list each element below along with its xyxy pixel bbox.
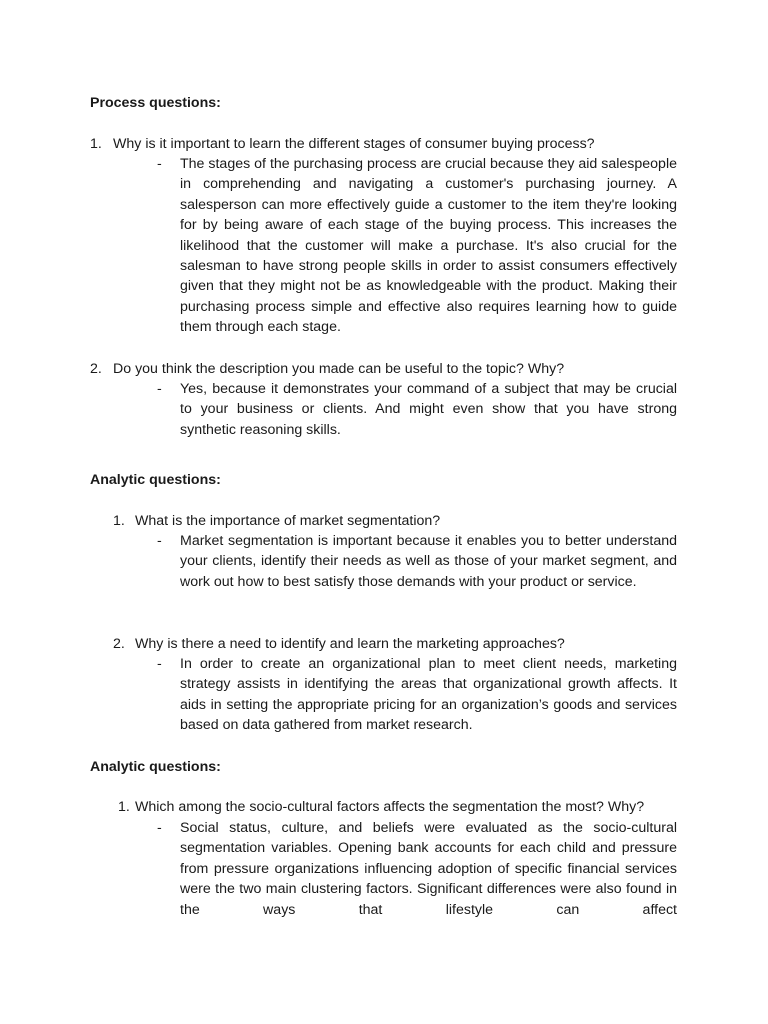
- question-number: 2.: [113, 636, 125, 652]
- question-number: 1.: [90, 136, 102, 152]
- question-process-2: [90, 359, 564, 379]
- question-analytic-3: [118, 797, 644, 817]
- question-process-1: [90, 134, 595, 154]
- answer-analytic-2: In order to create an organizational plan to meet client needs, marketing strategy assists in identifying the areas that organizational growth affects. It aids in setting the appropriate pricing for an organization’s goods and services based on data gathered from market research.: [180, 656, 677, 734]
- question-number: 2.: [90, 361, 102, 377]
- answer-process-1: The stages of the purchasing process are crucial because they aid salespeople in comprehending and navigating a customer's purchasing journey. A salesperson can more effectively guide a customer to the item they're looking for by being aware of each stage of the buying process. This increases the likelihood that the customer will make a purchase. It's also crucial for the salesman to have strong people skills in order to assist consumers effectively given that they might not be as knowledgeable with the product. Making their purchasing process simple and effective also requires learning how to guide them through each stage.: [180, 156, 677, 336]
- question-text: Why is it important to learn the different stages of consumer buying process?: [113, 136, 595, 152]
- section-heading-analytic-2: Analytic questions:: [90, 759, 221, 775]
- question-number: 1.: [113, 513, 125, 529]
- answer-analytic-3: Social status, culture, and beliefs were evaluated as the socio-cultural segmentation variables. Opening bank accounts for each child and pressure from pressure organizations influencing adoption of specific financial services were the two main clustering factors. Significant differences were also found in the ways that lifestyle can affect: [180, 820, 677, 918]
- question-text: What is the importance of market segmentation?: [135, 513, 441, 529]
- answer-process-2: Yes, because it demonstrates your command of a subject that may be crucial to your business or clients. And might even show that you have strong synthetic reasoning skills.: [180, 381, 677, 438]
- answer-bullet-dash: -: [157, 156, 162, 172]
- answer-bullet-dash: -: [157, 656, 162, 672]
- question-text: Why is there a need to identify and learn the marketing approaches?: [135, 636, 565, 652]
- question-number: 1.: [118, 799, 130, 815]
- section-heading-analytic: Analytic questions:: [90, 472, 221, 488]
- answer-bullet-dash: -: [157, 533, 162, 549]
- answer-analytic-1: Market segmentation is important because it enables you to better understand your clients, identify their needs as well as those of your market segment, and work out how to best satisfy those demands with your product or service.: [180, 533, 677, 590]
- answer-bullet-dash: -: [157, 381, 162, 397]
- question-text: Which among the socio-cultural factors affects the segmentation the most? Why?: [135, 799, 645, 815]
- answer-bullet-dash: -: [157, 820, 162, 836]
- section-heading-process: Process questions:: [90, 95, 221, 111]
- question-analytic-1: [113, 511, 440, 531]
- question-analytic-2: [113, 634, 565, 654]
- question-text: Do you think the description you made can be useful to the topic? Why?: [113, 361, 565, 377]
